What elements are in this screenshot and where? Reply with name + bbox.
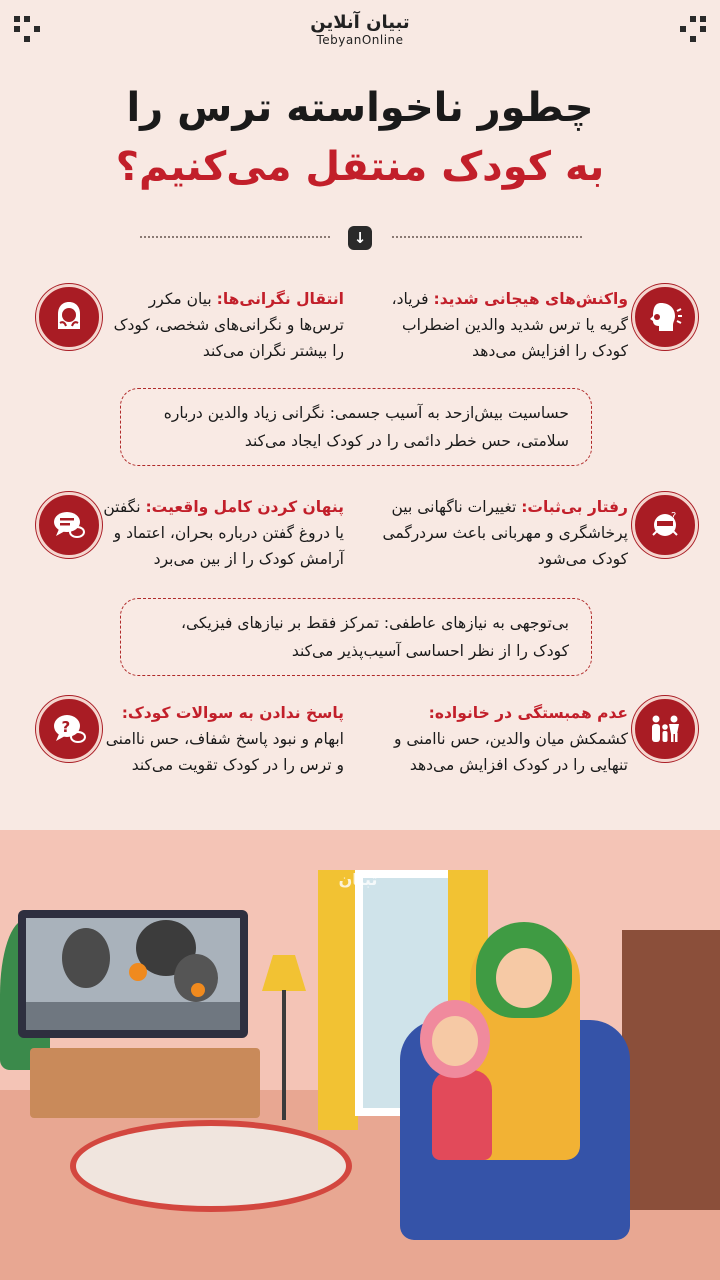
brand-name-fa: تبیان آنلاین bbox=[310, 12, 410, 33]
worried-woman-icon bbox=[36, 284, 102, 350]
curtain-left bbox=[318, 870, 358, 1130]
item-anxiety-heading: انتقال نگرانی‌ها: bbox=[216, 290, 344, 308]
living-room-illustration bbox=[0, 830, 720, 1280]
item-reactions-heading: واکنش‌های هیجانی شدید: bbox=[433, 290, 628, 308]
page-title bbox=[60, 80, 660, 198]
arrow-down-icon: ↓ bbox=[348, 226, 372, 250]
item-hiding-text: نگفتن یا دروغ گفتن درباره بحران، اعتماد و آرامش کودک را از بین می‌برد bbox=[103, 498, 344, 568]
dotted-divider bbox=[140, 236, 330, 240]
item-instability-text: تغییرات ناگهانی بین پرخاشگری و مهربانی باعث سردرگمی کودک می‌شود bbox=[382, 498, 628, 568]
brand-name-en: TebyanOnline bbox=[316, 33, 404, 47]
svg-text:?: ? bbox=[671, 511, 677, 522]
child-body bbox=[432, 1070, 492, 1160]
dotted-divider bbox=[392, 236, 582, 240]
family-icon bbox=[632, 696, 698, 762]
item-cohesion-heading: عدم همبستگی در خانواده: bbox=[428, 704, 628, 722]
bookshelf-illustration bbox=[622, 930, 720, 1210]
tv-cabinet bbox=[30, 1048, 260, 1118]
callout-emotional-text: بی‌توجهی به نیازهای عاطفی: تمرکز فقط بر نیازهای فیزیکی، کودک را از نظر احساسی آسیب‌پذیر می‌کند bbox=[180, 614, 569, 660]
item-hiding bbox=[100, 494, 344, 572]
child-face bbox=[432, 1016, 478, 1066]
question-bubble-icon bbox=[36, 696, 102, 762]
rug-illustration bbox=[70, 1120, 352, 1212]
tv-screen bbox=[26, 918, 240, 1030]
item-hiding-heading: پنهان کردن کامل واقعیت: bbox=[145, 498, 344, 516]
confused-head-icon bbox=[632, 492, 698, 558]
item-anxiety-text: بیان مکرر ترس‌ها و نگرانی‌های شخصی، کودک را بیشتر نگران می‌کند bbox=[113, 290, 344, 360]
callout-sensitivity bbox=[120, 388, 592, 466]
watermark: تبیان bbox=[338, 870, 378, 889]
callout-sensitivity-text: حساسیت بیش‌ازحد به آسیب جسمی: نگرانی زیاد والدین درباره سلامتی، حس خطر دائمی را در کودک ایجاد می‌کند bbox=[163, 404, 569, 450]
item-reactions-text: فریاد، گریه یا ترس شدید والدین اضطراب کودک را افزایش می‌دهد bbox=[391, 290, 628, 360]
item-questions-heading: پاسخ ندادن به سوالات کودک: bbox=[121, 704, 344, 722]
screaming-head-icon bbox=[632, 284, 698, 350]
brand-logo bbox=[0, 12, 720, 47]
lamp-pole bbox=[282, 990, 286, 1120]
callout-emotional bbox=[120, 598, 592, 676]
mother-face bbox=[496, 948, 552, 1008]
item-instability-heading: رفتار بی‌ثبات: bbox=[521, 498, 628, 516]
item-reactions bbox=[370, 286, 628, 364]
item-cohesion-text: کشمکش میان والدین، حس ناامنی و تنهایی را در کودک افزایش می‌دهد bbox=[393, 730, 628, 774]
item-instability bbox=[370, 494, 628, 572]
title-line-1: چطور ناخواسته ترس را bbox=[126, 85, 594, 131]
speech-bubbles-icon bbox=[36, 492, 102, 558]
item-cohesion bbox=[370, 700, 628, 778]
item-anxiety bbox=[100, 286, 344, 364]
item-questions-text: ابهام و نبود پاسخ شفاف، حس ناامنی و ترس را در کودک تقویت می‌کند bbox=[105, 730, 344, 774]
title-line-2: به کودک منتقل می‌کنیم؟ bbox=[115, 144, 605, 190]
svg-text:?: ? bbox=[61, 718, 71, 736]
item-questions bbox=[100, 700, 344, 778]
tv-illustration bbox=[18, 910, 248, 1038]
